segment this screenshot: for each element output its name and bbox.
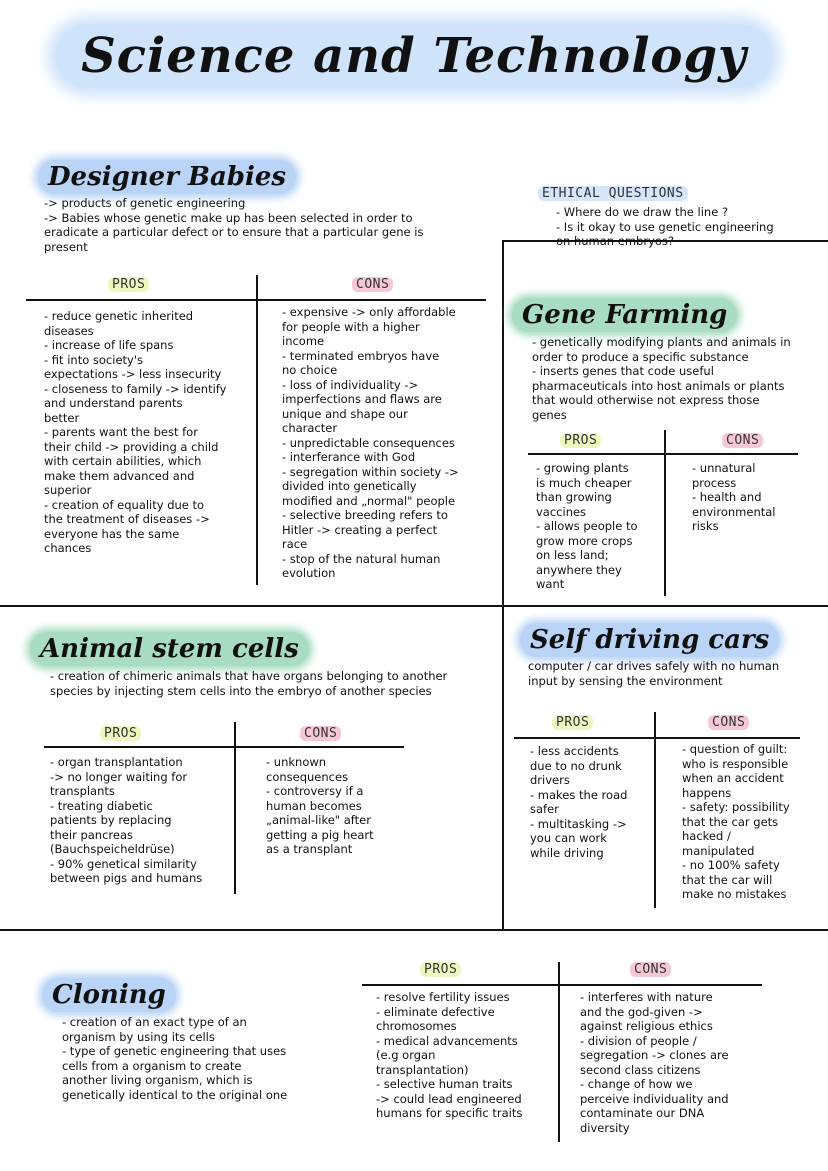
pros-item: anywhere they: [536, 562, 622, 577]
cons-item: - unnatural: [692, 461, 756, 475]
cons-item: Hitler -> creating a perfect: [282, 522, 438, 537]
stem-pros-list: [50, 755, 230, 886]
designer-intro-line: -> products of genetic engineering: [44, 196, 246, 210]
pros-item: - selective human traits: [376, 1077, 513, 1091]
pros-item: while driving: [530, 845, 604, 860]
cloning-intro-line: organism by using its cells: [62, 1029, 215, 1044]
pros-item: everyone has the same: [44, 526, 180, 541]
gene-cons-header: CONS: [722, 433, 763, 448]
cons-item: hacked /: [682, 829, 731, 843]
selfdriving-table-hline: [514, 737, 800, 739]
cons-item: - interferance with God: [282, 450, 416, 464]
cons-item: manipulated: [682, 843, 755, 858]
cons-item: second class citizens: [580, 1062, 701, 1077]
pros-item: - reduce genetic inherited: [44, 309, 194, 323]
selfdriving-pros-header: PROS: [552, 715, 593, 730]
pros-item: safer: [530, 802, 559, 816]
cons-item: - terminated embryos have: [282, 348, 440, 363]
pros-item: - parents want the best for: [44, 425, 198, 439]
cons-item: imperfections and flaws are: [282, 392, 442, 406]
pros-item: - makes the road: [530, 787, 628, 802]
pros-item: with certain abilities, which: [44, 454, 202, 468]
gene-table-hline: [528, 453, 798, 455]
cons-item: modified and „normal" people: [282, 493, 456, 508]
cloning-cons-list: [580, 990, 820, 1135]
designer-table-vline: [256, 275, 258, 585]
pros-item: humans for specific traits: [376, 1106, 523, 1120]
pros-item: - multitasking ->: [530, 816, 627, 831]
pros-item: - treating diabetic: [50, 798, 153, 813]
pros-item: their child -> providing a child: [44, 439, 219, 454]
pros-item: make them advanced and: [44, 468, 195, 483]
gene-intro-line: order to produce a specific substance: [532, 349, 749, 364]
gene-table-vline: [664, 430, 666, 596]
pros-item: better: [44, 410, 80, 425]
pros-item: you can work: [530, 831, 607, 845]
pros-item: - closeness to family -> identify: [44, 381, 227, 396]
cons-item: and the god-given ->: [580, 1004, 703, 1019]
stem-intro-line: species by injecting stem cells into the embryo of another species: [50, 683, 432, 698]
pros-item: due to no drunk: [530, 758, 622, 773]
ethical-question: on human embryos?: [556, 234, 674, 248]
stem-intro: [50, 669, 495, 698]
stem-table-vline: [234, 722, 236, 894]
cons-item: contaminate our DNA: [580, 1106, 705, 1120]
cons-item: - stop of the natural human: [282, 551, 441, 566]
cons-item: - safety: possibility: [682, 800, 790, 814]
pros-item: drivers: [530, 773, 570, 787]
designer-babies-heading: Designer Babies: [38, 160, 296, 194]
pros-item: - allows people to: [536, 519, 638, 533]
cons-item: - unknown: [266, 755, 327, 769]
pros-item: between pigs and humans: [50, 871, 203, 885]
cons-item: that the car gets: [682, 814, 779, 829]
page-title: Science and Technology: [0, 28, 828, 84]
cloning-intro-line: genetically identical to the original one: [62, 1087, 288, 1102]
divider-row1: [0, 605, 828, 607]
cons-item: who is responsible: [682, 756, 789, 771]
cons-item: - segregation within society ->: [282, 464, 459, 479]
cons-item: happens: [682, 785, 732, 800]
ethical-questions-header: ETHICAL QUESTIONS: [538, 186, 688, 201]
stem-cons-list: [266, 755, 456, 857]
pros-item: patients by replacing: [50, 813, 172, 827]
designer-intro: [44, 196, 494, 254]
pros-item: the treatment of diseases ->: [44, 512, 210, 526]
cons-item: make no mistakes: [682, 887, 787, 901]
cons-item: as a transplant: [266, 842, 353, 856]
cons-item: - health and: [692, 490, 762, 504]
cons-item: getting a pig heart: [266, 827, 374, 842]
pros-item: - growing plants: [536, 461, 629, 475]
cons-item: when an accident: [682, 771, 784, 785]
designer-pros-list: [44, 309, 250, 556]
pros-item: - fit into society's: [44, 352, 143, 367]
pros-item: and understand parents: [44, 396, 183, 410]
cloning-intro-line: another living organism, which is: [62, 1073, 253, 1087]
designer-cons-header: CONS: [352, 277, 393, 292]
cloning-cons-header: CONS: [630, 962, 671, 977]
cons-item: „animal-like" after: [266, 813, 371, 827]
cons-item: income: [282, 334, 325, 348]
self-driving-cars-heading: Self driving cars: [520, 623, 779, 657]
cons-item: - change of how we: [580, 1077, 693, 1091]
cons-item: human becomes: [266, 798, 362, 813]
cons-item: process: [692, 475, 737, 490]
cloning-pros-list: [376, 990, 556, 1121]
cons-item: race: [282, 537, 308, 551]
pros-item: on less land;: [536, 548, 609, 562]
pros-item: transplantation): [376, 1062, 469, 1077]
cons-item: unique and shape our: [282, 406, 408, 421]
ethical-question: - Is it okay to use genetic engineering: [556, 219, 774, 234]
cons-item: environmental: [692, 504, 776, 519]
pros-item: diseases: [44, 323, 94, 338]
divider-vertical-mid: [502, 605, 504, 929]
cons-item: consequences: [266, 769, 349, 784]
cons-item: - interferes with nature: [580, 990, 713, 1004]
stem-pros-header: PROS: [100, 726, 141, 741]
cons-item: - selective breeding refers to: [282, 508, 448, 522]
cons-item: - no 100% safety: [682, 858, 780, 872]
pros-item: - resolve fertility issues: [376, 990, 510, 1004]
gene-intro-line: - inserts genes that code useful: [532, 364, 714, 378]
cons-item: evolution: [282, 566, 336, 580]
gene-cons-list: [692, 461, 822, 534]
cloning-intro-line: - type of genetic engineering that uses: [62, 1044, 287, 1058]
selfdriving-table-vline: [654, 712, 656, 908]
selfdriving-cons-list: [682, 742, 824, 902]
pros-item: grow more crops: [536, 533, 633, 548]
cons-item: - division of people /: [580, 1033, 697, 1048]
selfdriving-intro-line: computer / car drives safely with no human: [528, 659, 780, 673]
cons-item: no choice: [282, 363, 338, 377]
cloning-table-hline: [362, 984, 762, 986]
gene-intro: [532, 335, 822, 422]
pros-item: - less accidents: [530, 744, 619, 758]
designer-intro-line: present: [44, 239, 88, 254]
divider-vertical-top: [502, 240, 504, 606]
pros-item: - 90% genetical similarity: [50, 856, 197, 871]
selfdriving-pros-list: [530, 744, 650, 860]
stem-cons-header: CONS: [300, 726, 341, 741]
ethical-question: - Where do we draw the line ?: [556, 205, 729, 219]
selfdriving-intro: [528, 659, 823, 688]
gene-intro-line: - genetically modifying plants and animals in: [532, 335, 791, 349]
pros-item: vaccines: [536, 504, 587, 519]
animal-stem-cells-heading: Animal stem cells: [30, 632, 309, 666]
cloning-intro: [62, 1015, 362, 1102]
cons-item: that the car will: [682, 872, 773, 887]
cons-item: - loss of individuality ->: [282, 377, 419, 392]
gene-intro-line: that would otherwise not express those: [532, 393, 760, 407]
divider-row2: [0, 929, 828, 931]
cons-item: - controversy if a: [266, 784, 364, 798]
cons-item: perceive individuality and: [580, 1091, 729, 1106]
designer-intro-line: -> Babies whose genetic make up has been selected in order to: [44, 210, 413, 225]
pros-item: superior: [44, 483, 92, 497]
gene-farming-heading: Gene Farming: [512, 298, 737, 332]
selfdriving-intro-line: input by sensing the environment: [528, 673, 723, 688]
cons-item: character: [282, 421, 338, 435]
cloning-intro-line: cells from a organism to create: [62, 1058, 242, 1073]
cloning-intro-line: - creation of an exact type of an: [62, 1015, 247, 1029]
stem-intro-line: - creation of chimeric animals that have organs belonging to another: [50, 669, 448, 683]
pros-item: - increase of life spans: [44, 338, 174, 352]
pros-item: (e.g organ: [376, 1048, 436, 1062]
pros-item: -> no longer waiting for: [50, 769, 188, 784]
cons-item: against religious ethics: [580, 1019, 713, 1033]
pros-item: (Bauchspeicheldrüse): [50, 842, 175, 856]
pros-item: transplants: [50, 784, 115, 798]
cloning-heading: Cloning: [42, 978, 176, 1012]
pros-item: - creation of equality due to: [44, 497, 205, 512]
cons-item: - expensive -> only affordable: [282, 305, 456, 319]
cloning-table-vline: [558, 962, 560, 1142]
cons-item: segregation -> clones are: [580, 1048, 729, 1062]
pros-item: -> could lead engineered: [376, 1091, 522, 1106]
pros-item: - organ transplantation: [50, 755, 183, 769]
cons-item: divided into genetically: [282, 479, 417, 493]
pros-item: want: [536, 577, 565, 591]
ethical-questions-list: [556, 205, 821, 249]
gene-pros-header: PROS: [560, 433, 601, 448]
pros-item: chromosomes: [376, 1019, 457, 1033]
pros-item: their pancreas: [50, 827, 133, 842]
cons-item: - question of guilt:: [682, 742, 788, 756]
cloning-pros-header: PROS: [420, 962, 461, 977]
cons-item: risks: [692, 519, 719, 533]
gene-intro-line: genes: [532, 407, 567, 422]
designer-pros-header: PROS: [108, 277, 149, 292]
cons-item: for people with a higher: [282, 319, 420, 334]
stem-table-hline: [44, 746, 404, 748]
pros-item: expectations -> less insecurity: [44, 367, 222, 381]
pros-item: chances: [44, 541, 92, 555]
selfdriving-cons-header: CONS: [708, 715, 749, 730]
cons-item: - unpredictable consequences: [282, 435, 455, 450]
designer-intro-line: eradicate a particular defect or to ensure that a particular gene is: [44, 225, 424, 239]
gene-pros-list: [536, 461, 662, 592]
pros-item: is much cheaper: [536, 475, 632, 490]
pros-item: than growing: [536, 490, 612, 504]
designer-cons-list: [282, 305, 492, 581]
pros-item: - eliminate defective: [376, 1004, 495, 1019]
pros-item: - medical advancements: [376, 1033, 518, 1048]
cons-item: diversity: [580, 1120, 630, 1135]
gene-intro-line: pharmaceuticals into host animals or plants: [532, 378, 785, 393]
